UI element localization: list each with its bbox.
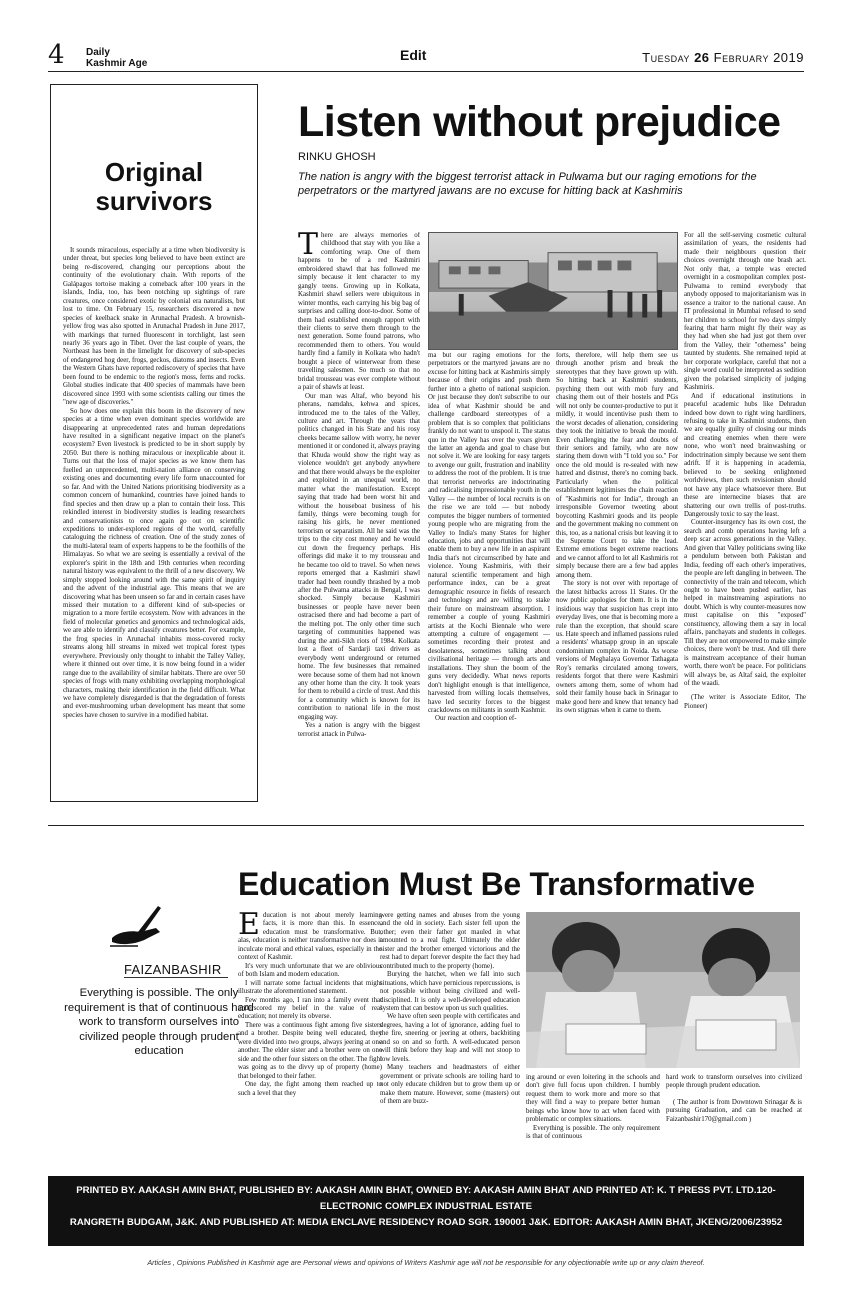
article2-column-2: were getting names and abuses from the young and the old in society. Each sister fell upon the other; even their father got mauled in what amounted to a real fight. Ultimately the elder sister and the brother emerged victorious and the rest had to depart forever despite the fact they had contributed much to the property (home). Burying the hatchet, when we fall into such situations, which have pernicious repercussions, is not possible without being civilized and well-disciplined. It is only a well-developed education system that can bestow upon us such qualities. We have often seen people with certificates and degrees, having a lot of ignorance, adding fuel to the fire, sneering or jeering at others, backbiting and so on and so forth. A well-educated person will think before they leap and will not stoop to low levels. Many teachers and headmasters of either government or private schools are toiling hard to not only educate children but to grow them up or make them mature. However, some (masters) out of them are buzz-: [380, 912, 520, 1105]
sidebar-body: It sounds miraculous, especially at a time when biodiversity is under threat, but species long believed to have been extinct are being re-discovered, changing our perceptions about the continuity of the evolutionary chain. With reports of the Galápagos tortoise making a comeback after 100 years in the islands, India, too, has been notching up sightings of rare creatures, once considered exotic by colonial era naturalists, but lost to time. On February 15, researchers discovered a new species of keelback snake in Arunachal Pradesh. A brownish-yellow frog was also spotted in Arunachal Pradesh in June 2017, with markings that turned fluorescent in torchlight, last seen nearly 36 years ago in Tibet. Over the last couple of years, the Northeast has been in the limelight for discovery of sub-species of endangered hog deer, frogs, geckos, diatoms and insects. Even the Western Ghats have reported rediscovery of species that have been found to be endemic to the region's moss, ferns and rocks. Global studies indicate that 400 species of mammals have been discovered since 1993 with some scientists calling our times the "new age of discoveries." So how does one explain this boom in the discovery of new species at a time when even dominant species worldwide are disappearing at unprecedented rates and human depredations have resulted in a significant negative impact on the planet's ecosystem? Even livestock is predicted to be in short supply by 2050. But there is nothing miraculous or inexplicable about it. Turns out that the loss of major species as we know them has fuelled an unprecedented, multi-nation alliance on conserving existing ones and documenting every life form unaccounted for so far. And with the United Nations prioritising biodiversity as a common concern of humankind, countries have joined hands to find species and then draw up a plan to contain their loss. This rekindled interest in biodiversity studies is leading researchers and conservationists to once again go out on scientific expeditions to under-explored regions of the world, carefully cataloguing the richness of creation. One of the study zones of the multi-lateral team of experts happens to be the foothills of the Himalayas. So what we are seeing is essentially a revival of the explorer's spirit in the 18th and 19th centuries when recording natural history was equivalent to the thrill of a new discovery. We simply stopped looking around with the same spirit of inquiry and the advent of the industrial age. This means that we are discovering what has been unseen so far and in certain cases have missed their mutation to a different kind of sub-species or migration to a more fertile ecosystem. Now with advances in the field of molecular genetics and genomics and technological aids, we are able to identify and classify creatures better. For example, the frog species in Arunachal inhabits moss-covered rocky streams along hill streams in mixed wet tropical forest types everywhere. Previously only thought to inhabit the Talley Valley, where it thinned out over time, it is now being found in a wider range due to the availability of similar habitats. There are over 50 species of frogs with many exhibiting overlapping morphological characters, making their identification in the field difficult. What we have completely disregarded is that the degradation of forests and ever-mushrooming urban development has meant that some species have chosen to survive in a modified habitat.: [63, 247, 245, 719]
article2-column-3: ing around or even loitering in the schools and don't give full focus upon children. I humbly request them to work more and more so that they will find a way to prepare better human beings who know how to act when faced with problematic or complex situations. Everything is possible. The only requirement is that of continuous: [526, 1074, 660, 1141]
issue-date: Tuesday 26 February 2019: [642, 50, 804, 65]
news-photo-attack-site: [428, 232, 678, 350]
article2-column-4: hard work to transform ourselves into civilized people through prudent education. ( The author is from Downtown Srinagar & is pursuing Graduation, and can be reached at Faizanbashir170@gmail.com ): [666, 1074, 802, 1123]
drop-cap: T: [298, 232, 319, 262]
page-number: 4: [48, 40, 65, 70]
article-column-2: ma but our raging emotions for the perpetrators or the martyred jawans are no excuse for hitting back at Kashmiris simply because of their origins and push them further into a ghetto of national suspicion. Or just because they don't subscribe to our idea of what Kashmir should be and challenge cardboard stereotypes of a problem that is so complex that politicians frankly do not want to unspool it. The status quo in the Valley has over the years given the latter an agenda and goal to chase but not solve it. We are looking for easy targets to avenge our guilt, frustration and inability to address the root of the problem. It is true that terrorist networks are indoctrinating and radicalising impressionable youth in the Valley — the number of local recruits is on the rise we are told — but nobody computes the bigger numbers of tormented young people who are migrating from the Valley to India's many States for higher education, jobs and opportunities that will enable them to buy a new life in an aspirant India that's not circumscribed by hate and violence. Young Kashmiris, with their natural scientific temperament and high performance index, can be a great demographic resource in fields of research and technology and are willing to stake their future on mainstream absorption. I remember a couple of young Kashmiri artists at the Kochi Biennale who were attempting a culture of engagement — sometimes recording their protest and desolateness, sometimes talking about civilisational heritage — through arts and installations. They shun the boom of the guns very decidedly. What news reports don't highlight enough is that intelligence, harvested from willing locals themselves, have led security forces to the biggest crackdowns on militants in south Kashmir. Our reaction and cooption ef-: [428, 352, 550, 723]
article2-column-1: E ducation is not about merely learning facts, it is more than this. In essence, education must be transformative. But, alas, education is neither transformative nor does it inculcate moral and ethical values, especially in the context of Kashmir. It's very much unfortunate that we are oblivious of both Islam and modern education. I will narrate some factual incidents that might illustrate the aforementioned statement. Few months ago, I ran into a family event that underscored my belief in the value of real education; not merely its obverse. There was a continuous fight among five sisters and a brother. Despite being well educated, they were divided into two groups, always jeering at one another. The elder sister and a brother were on one side and the other four sisters on the other. The fight was going as to the divvy up of property (home) that belonged to their father. One day, the fight among them reached up to such a level that they: [238, 912, 382, 1097]
section-label: Edit: [400, 47, 427, 63]
author-name: FAIZANBASHIR: [124, 962, 228, 978]
drop-cap-2: E: [238, 912, 260, 942]
imprint-footer: PRINTED BY. AAKASH AMIN BHAT, PUBLISHED BY: AAKASH AMIN BHAT, OWNED BY: AAKASH AMIN BHAT AND PRINTED AT: K. T PRESS PVT. LTD.120- ELECTRONIC COMPLEX INDUSTRIAL ESTATE RANGRETH BUDGAM, J&K. AND PUBLISHED AT: MEDIA ENCLAVE RESIDENCY ROAD SGR. 190001 J&K. EDITOR: AAKASH AMIN BHAT, JKENG/2006/23952: [48, 1176, 804, 1246]
section-divider: [48, 825, 804, 826]
pull-quote: Everything is possible. The only requirement is that of continuous hard work to transform ourselves into civilized people through prudent education: [64, 987, 254, 1057]
article-column-1: T here are always memories of childhood that stay with you like a comforting wrap. One of them happens to be of a red Kashmiri embroidered shawl that has followed me simply because it lent character to my gangly teens. Growing up in Kolkata, Kashmiri shawl sellers were ubiquitous in winter months, each carrying his big bag of surprises and calling door-to-door. Some of them had established enough rapport with their clients to serve them through to the next generation. Some found patrons, who recommended them to others. You would hardly find a family in Kolkata who hadn't bought a piece of winterwear from these travelling salesmen. So much so that no bridal trousseau was ever complete without a pair of shawls at least. Our man was Altaf, who beyond his pherans, namdahs, kehwa and spices, introduced me to the tales of the Valley, culture and art. Through the years that politics changed in his State and his rosy cheeks became sallow with worry, he never mentioned it or condoned it, always praying that Khuda would show the right way as violence wouldn't get anybody anywhere and that there would always be the exploiter and exploited in an unequal world, no matter what the manifestation. Except saying that trade had been worst hit and without the houseboat business of his family, things were becoming tough for raising his girls, he never mentioned terrorism or separatism. All he said was the trips to the city cost money and he would cut down the frequency perhaps. His offerings did make it to my trousseau and he became too old to travel. So when news reports emerged that a Kashmiri shawl trader had been roundly thrashed by a mob after the Pulwama attacks in Bengal, I was shocked. Simply because Kashmiri businesses or people have never been ostracised there and had become a part of the melting pot. The only other time such targeting of communities happened was during the anti-Sikh riots of 1984. Kolkata lost a fleet of Sardarji taxi drivers as everybody went underground or returned home. The few businesses that remained were because some of them had not known any other home than the city. It took years for them to rebuild a circle of trust. And this for a community which is known for its contribution to national life in the most engaging way. Yes a nation is angry with the biggest terrorist attack in Pulwa-: [298, 232, 420, 738]
article-deck: The nation is angry with the biggest terrorist attack in Pulwama but our raging emotions for the perpetrators or the martyred jawans are no excuse for hitting back at Kashmiris: [298, 171, 757, 197]
article-column-4: For all the self-serving cosmetic cultural assimilation of years, the residents had made their neighbours question their choices overnight through one brash act. Not only that, a temple was erected overnight in a cosmopolitan complex post-Pulwama to remind everybody that anybody opposed to majoritarianism was in essence a traitor to the national cause. An IT professional in Mumbai refused to send her children to school for two days simply fearing that harm might fly their way as they had when she had just got them over from the Valley, their "otherness" being taunted by students. She remained tepid at her corporate workplace, careful that not a single word could be interpreted as sedition given the polarised simplicity of judging Kashmiris. And if educational institutions in peaceful academic hubs like Dehradun indeed bow down to right wing hardliners, refusing to take in Kashmiri students, then we are equally guilty of closing our minds and creating enemies when there were none, who won't need brainwashing or indoctrination simply because we sent them adrift. If it is happening in academia, believed to be seeking enlightened worldviews, then such revisionism should not have any place whatsoever there. But these are internecine biases that are shattering our own trellis of post-truths. Dangerously toxic to say the least. Counter-insurgency has its own cost, the search and comb operations having left a deep scar across generations in the Valley. And given that Valley politicians swing like a pendulum between both Pakistan and India, feeding off each other's imperatives, the people are left dangling in between. The connectivity of the train and telecom, which ought to have been pushed earlier, has helped in mainstreaming aspirations no doubt. Which is why counter-measures now must capitalise on this "exposed" constituency, allowing them a say in local affairs, panchayats and students in colleges. Till they are not empowered to make simple choices, there won't be trust. And till there is mainstream acceptance of their human worth, there won't be peace. For politicians will always be, as Altaf said, the exploiter of the waadi. (The writer is Associate Editor, The Pioneer): [684, 232, 806, 710]
sidebar-title: Original survivors: [95, 157, 213, 216]
sidebar-editorial: [50, 84, 258, 802]
news-photo-children-writing: [526, 912, 800, 1068]
pen-hand-icon: [108, 902, 164, 950]
article-title-2: Education Must Be Transformative: [238, 866, 755, 902]
article-title: Listen without prejudice: [298, 98, 781, 146]
paper-name: Daily Kashmir Age: [86, 47, 148, 69]
article-byline: RINKU GHOSH: [298, 151, 376, 163]
article-column-3: forts, therefore, will help them see us through another prism and break the stereotypes that they have grown up with. So hitting back at Kashmiri students, psyching them out with mob fury and chasing them out of their hostels and PGs will not only be counter-productive to put it mildly, it would incentivise push them to the worst decades of alienation, considering they took the initiative to break the mould. Even challenging the fear and doubts of their seniors and family, who are now staring them down with "I told you so." For once the old mould is re-sealed with new hatred and distrust, there's no coming back. Particularly when the political establishment legitimises the chain reaction of "Kashmiris not for India", through an irresponsible Governor tweeting about boycotting Kashmiri goods and its people and the government making no comment on this, too, as a national crisis but leaving it to the Supreme Court to take the lead. Extreme emotions beget extreme reactions and we cannot afford to let all Kashmiris rot simply because there are a few bad apples among them. The story is not over with reportage of the latest hitbacks across 11 States. Or the now public apologies for them. It is in the insidious way that suspicion has crept into everyday lives, one that is becoming more a rule than the exception, that should scare us. Hate speech and inflamed passions ruled a residents' whatsapp group in an upscale condominium complex in Noida. As worse versions of Meghalaya Governor Tathagata Roy's remarks circulated among towers, residents forgot that there were Kashmiri owners among them, some of whom had sold their family house back in Srinagar to make good here and knew that tenancy had its own stigmas when it came to them.: [556, 352, 678, 715]
page-header: [48, 40, 804, 72]
disclaimer: Articles , Opinions Published in Kashmir age are Personal views and opinions of Writers Kashmir age will not be responsible for any objectionable write up or any claim thereof.: [147, 1258, 705, 1267]
